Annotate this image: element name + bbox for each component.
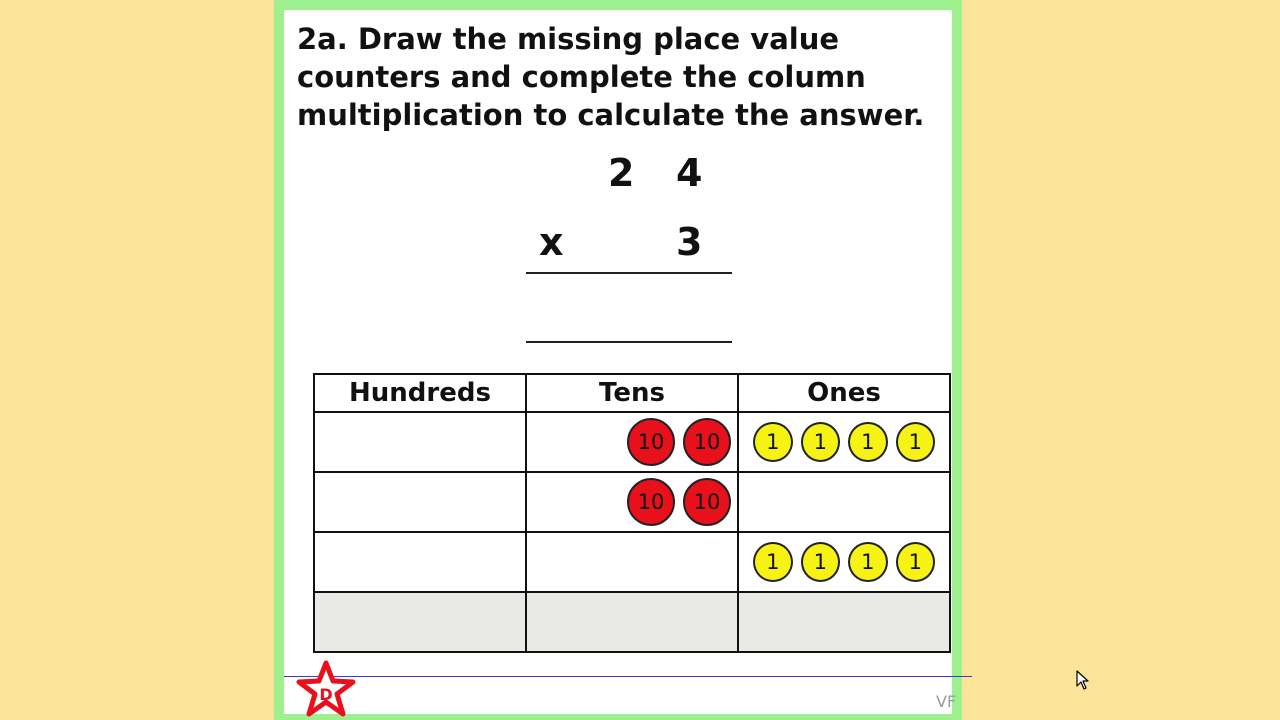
cell-ones (738, 532, 950, 592)
multiply-operator: x (539, 220, 564, 264)
one-counter: 1 (801, 542, 841, 582)
table-row (314, 532, 950, 592)
footer-line (284, 676, 972, 677)
cell-ones (738, 472, 950, 532)
cell-hundreds (314, 472, 526, 532)
ten-counter: 10 (627, 478, 675, 526)
one-counter: 1 (753, 422, 793, 462)
one-counter: 1 (848, 422, 888, 462)
table-row (314, 412, 950, 472)
header-tens: Tens (526, 374, 738, 412)
ten-counter: 10 (683, 478, 731, 526)
one-counter: 1 (848, 542, 888, 582)
one-counter: 1 (753, 542, 793, 582)
slide-frame (274, 0, 962, 720)
top-tens-digit: 2 (608, 151, 635, 195)
cell-ones (738, 592, 950, 652)
table-header-row (314, 374, 950, 412)
star-badge-icon (296, 660, 356, 718)
cell-tens (526, 472, 738, 532)
cell-tens (526, 532, 738, 592)
cell-hundreds (314, 412, 526, 472)
cell-tens (526, 412, 738, 472)
table-row (314, 592, 950, 652)
cell-hundreds (314, 592, 526, 652)
place-value-table (313, 373, 951, 653)
mouse-pointer-icon (1076, 670, 1090, 690)
header-ones: Ones (738, 374, 950, 412)
one-counter: 1 (896, 542, 936, 582)
multiplier-digit: 3 (676, 220, 703, 264)
worksheet-page (284, 10, 957, 714)
answer-underline (526, 341, 732, 343)
cell-hundreds (314, 532, 526, 592)
one-counter: 1 (896, 422, 936, 462)
cell-ones (738, 412, 950, 472)
ten-counter: 10 (683, 418, 731, 466)
calc-underline (526, 272, 732, 274)
cell-tens (526, 592, 738, 652)
header-hundreds: Hundreds (314, 374, 526, 412)
one-counter: 1 (801, 422, 841, 462)
badge-letter: D (319, 685, 333, 704)
table-row (314, 472, 950, 532)
corner-mark: VF (936, 692, 957, 711)
ten-counter: 10 (627, 418, 675, 466)
top-ones-digit: 4 (676, 151, 703, 195)
question-text: 2a. Draw the missing place value counters and complete the column multiplication to calculate the answer. (297, 22, 925, 132)
